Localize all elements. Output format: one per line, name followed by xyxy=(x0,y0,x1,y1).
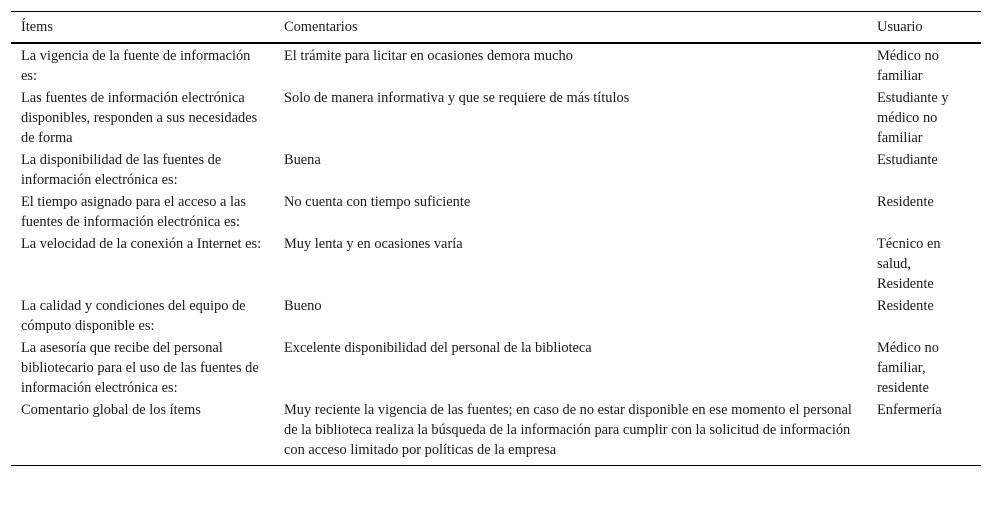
comment-cell: Solo de manera informativa y que se requiere de más títulos xyxy=(284,90,630,106)
item-cell: El tiempo asignado para el acceso a las fuentes de información electrónica es: xyxy=(21,194,246,230)
table-row xyxy=(11,191,981,233)
user-cell: Enfermería xyxy=(877,402,942,418)
comment-cell: Buena xyxy=(284,152,321,168)
header-user: Usuario xyxy=(877,19,923,35)
item-cell: La vigencia de la fuente de información es: xyxy=(21,48,251,84)
comment-cell: No cuenta con tiempo suficiente xyxy=(284,194,471,210)
item-cell: La calidad y condiciones del equipo de cómputo disponible es: xyxy=(21,298,246,334)
user-cell: Estudiante xyxy=(877,152,938,168)
item-cell: La velocidad de la conexión a Internet es: xyxy=(21,236,262,252)
user-cell: Residente xyxy=(877,298,934,314)
table-row xyxy=(11,295,981,337)
item-cell: Las fuentes de información electrónica disponibles, responden a sus necesidades de forma xyxy=(21,90,258,146)
table-row xyxy=(11,399,981,466)
user-cell: Médico no familiar xyxy=(877,48,939,84)
table-row xyxy=(11,43,981,87)
table-row xyxy=(11,337,981,399)
comment-cell: Bueno xyxy=(284,298,322,314)
survey-comments-table xyxy=(11,11,981,466)
table-row xyxy=(11,149,981,191)
survey-comments-table-container xyxy=(11,11,981,466)
item-cell: La disponibilidad de las fuentes de información electrónica es: xyxy=(21,152,222,188)
user-cell: Médico no familiar, residente xyxy=(877,340,939,396)
comment-cell: Excelente disponibilidad del personal de la biblioteca xyxy=(284,340,592,356)
comment-cell: El trámite para licitar en ocasiones demora mucho xyxy=(284,48,573,64)
item-cell: La asesoría que recibe del personal bibliotecario para el uso de las fuentes de información electrónica es: xyxy=(21,340,259,396)
user-cell: Residente xyxy=(877,194,934,210)
item-cell: Comentario global de los ítems xyxy=(21,402,201,418)
user-cell: Técnico en salud, Residente xyxy=(877,236,941,292)
table-row xyxy=(11,233,981,295)
table-row xyxy=(11,87,981,149)
comment-cell: Muy lenta y en ocasiones varía xyxy=(284,236,463,252)
header-comments: Comentarios xyxy=(284,19,358,35)
table-header-row xyxy=(11,12,981,44)
user-cell: Estudiante y médico no familiar xyxy=(877,90,949,146)
comment-cell: Muy reciente la vigencia de las fuentes; en caso de no estar disponible en ese momento el personal de la biblioteca realiza la búsqueda de la información para cumplir con la solicitud de información con acceso limitado por políticas de la empresa xyxy=(284,402,852,458)
header-items: Ítems xyxy=(21,19,53,35)
